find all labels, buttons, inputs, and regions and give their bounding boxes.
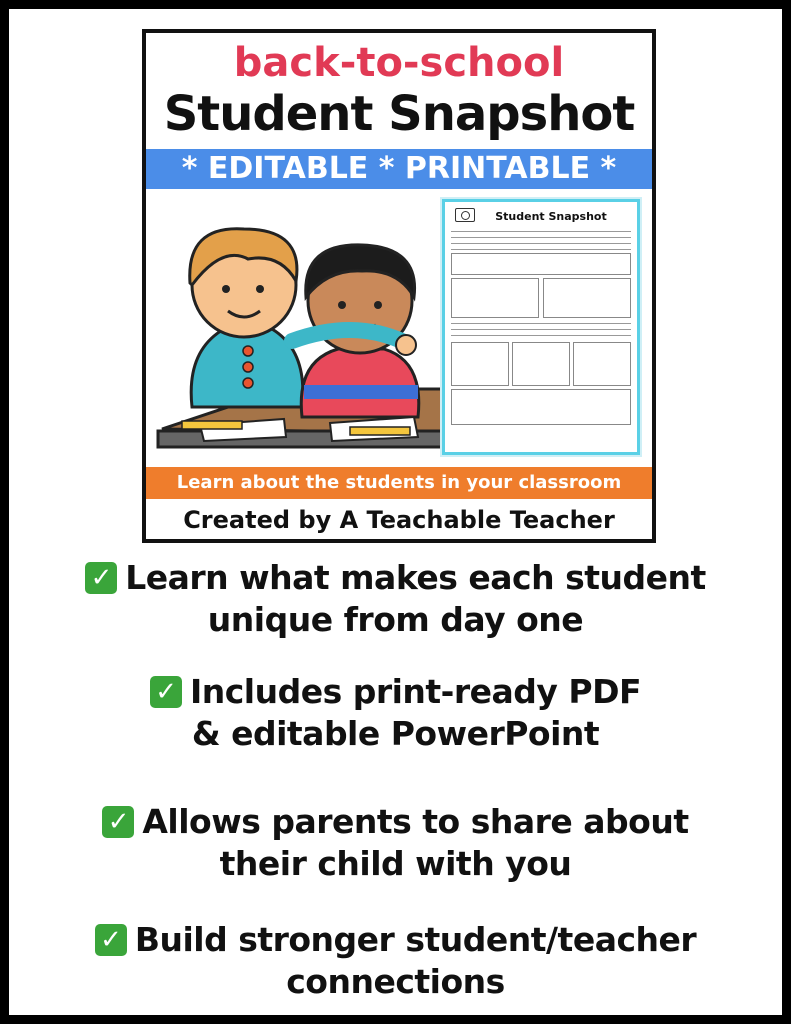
worksheet-box xyxy=(543,278,631,318)
worksheet-box xyxy=(451,389,631,425)
check-mark-icon: ✓ xyxy=(95,924,127,956)
worksheet-box xyxy=(451,278,539,318)
feature-item xyxy=(9,801,782,885)
worksheet-line xyxy=(451,237,631,238)
feature-text: unique from day one xyxy=(207,600,584,639)
worksheet-box xyxy=(451,342,509,386)
worksheet-line xyxy=(451,335,631,336)
feature-text: their child with you xyxy=(219,844,572,883)
feature-text: Includes print-ready PDF xyxy=(189,672,642,711)
credit-line: Created by A Teachable Teacher xyxy=(183,506,615,534)
feature-item xyxy=(9,671,782,755)
feature-text: Build stronger student/teacher xyxy=(134,920,697,959)
cover-title: Student Snapshot xyxy=(163,86,635,142)
cover-kicker: back-to-school xyxy=(233,40,565,86)
worksheet-line xyxy=(451,249,631,250)
feature-text: Allows parents to share about xyxy=(142,802,689,841)
cover-image xyxy=(142,29,656,543)
learn-banner: Learn about the students in your classroom xyxy=(146,467,652,499)
worksheet-box xyxy=(573,342,631,386)
page xyxy=(9,9,782,1015)
feature-item xyxy=(9,557,782,641)
feature-text: Learn what makes each student xyxy=(125,558,706,597)
worksheet-preview xyxy=(442,199,640,455)
worksheet-box xyxy=(512,342,570,386)
feature-text: connections xyxy=(286,962,505,1001)
feature-text: & editable PowerPoint xyxy=(191,714,600,753)
check-mark-icon: ✓ xyxy=(85,562,117,594)
feature-item xyxy=(9,919,782,1003)
worksheet-line xyxy=(451,323,631,324)
editable-printable-banner: * EDITABLE * PRINTABLE * xyxy=(146,149,652,189)
students-illustration xyxy=(152,201,462,463)
worksheet-box xyxy=(451,253,631,275)
worksheet-line xyxy=(451,243,631,244)
camera-icon xyxy=(455,208,475,222)
worksheet-line xyxy=(451,329,631,330)
check-mark-icon: ✓ xyxy=(150,676,182,708)
worksheet-title: Student Snapshot xyxy=(495,210,607,223)
worksheet-line xyxy=(451,231,631,232)
check-mark-icon: ✓ xyxy=(102,806,134,838)
